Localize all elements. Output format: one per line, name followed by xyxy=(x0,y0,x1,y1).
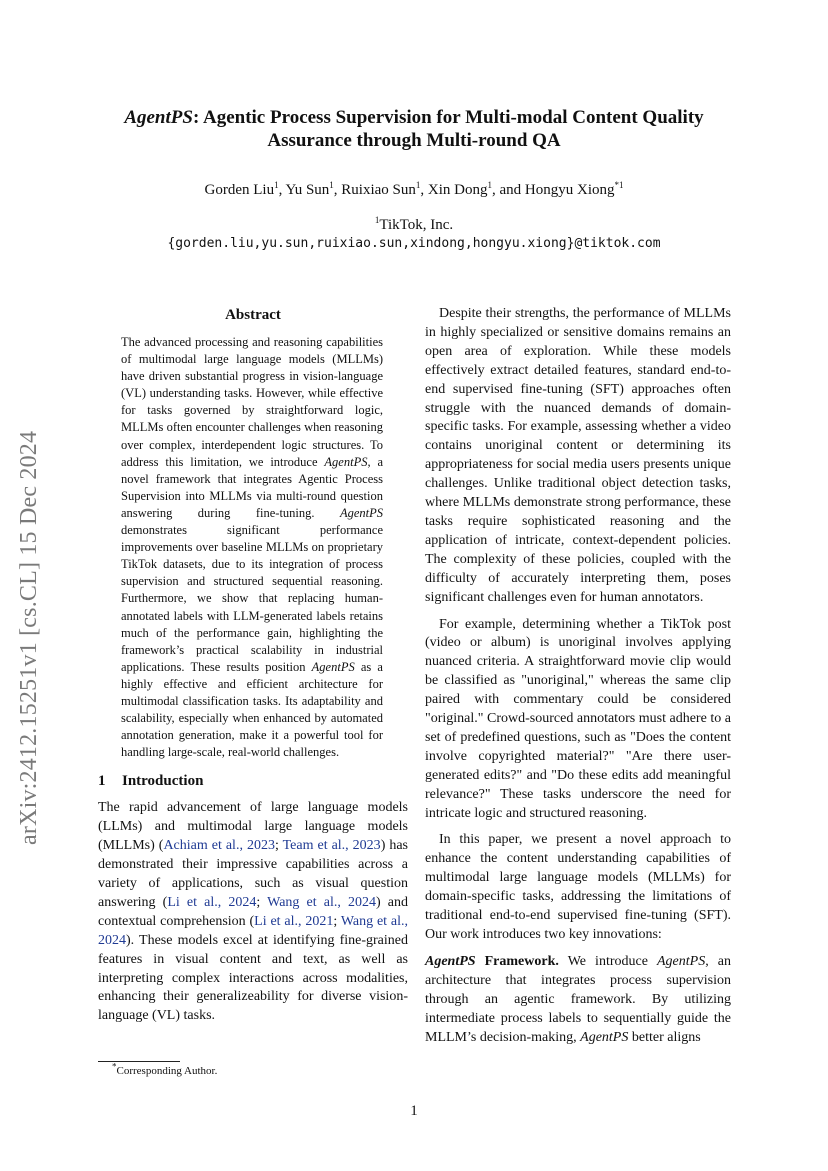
body-text: , an architecture that integrates process supervision through an agentic framework. By utilizing intermediate process labels to sequentially guide the MLLM’s decision-making, xyxy=(425,953,731,1045)
body-text: ) has demonstrated their impressive capabilities across a variety of applications, such as visual question answering ( xyxy=(98,838,409,910)
arxiv-identifier-stamp: arXiv:2412.15251v1 [cs.CL] 15 Dec 2024 xyxy=(16,430,42,845)
abstract-text-part: , a novel framework that integrates Agentic Process Supervision into MLLMs via multi-round question answering during fine-tuning. xyxy=(121,454,383,520)
author-affiliation-mark: 1 xyxy=(329,180,334,190)
section-title: Introduction xyxy=(122,773,204,790)
footnote-mark: * xyxy=(112,1061,117,1072)
author-emails: {gorden.liu,yu.sun,ruixiao.sun,xindong,hongyu.xiong}@tiktok.com xyxy=(167,236,661,251)
body-text: ; xyxy=(274,838,283,854)
author-separator: , xyxy=(420,182,428,198)
body-text: better aligns xyxy=(628,1029,701,1045)
body-paragraph: Despite their strengths, the performance of MLLMs in highly specialized or sensitive domains remains an open area of exploration. While these models effectively extract detailed features, standard end-to-end supervised fine-tuning (SFT) approaches often struggle with the nuanced demands of domain-specific tasks. For example, assessing whether a video contains unoriginal content or determining its appropriateness for social media users presents unique challenges. Unlike traditional object detection tasks, where MLLMs demonstrate strong performance, these tasks require sophisticated reasoning and the application of intricate, context-dependent policies. The complexity of these policies, coupled with the difficulty of accurately interpreting them, poses significant challenges even for human annotators. xyxy=(425,306,731,605)
title-line-1: : Agentic Process Supervision for Multi-modal Content Quality xyxy=(192,107,704,128)
body-text: We introduce xyxy=(558,953,657,969)
abstract-system-name: AgentPS xyxy=(339,505,383,520)
body-paragraph: For example, determining whether a TikTok post (video or album) is unoriginal involves applying nuanced criteria. A straightforward movie clip would be classified as "unoriginal," whereas the same clip paired with commentary could be considered "original." Crowd-sourced annotators must adhere to a set of predefined questions, such as "Does the content involve copyrighted material?" "Are there user-generated edits?" and "Do these edits add meaningful relevance?" These tasks underscore the need for intricate logic and structured reasoning. xyxy=(425,616,731,821)
author-separator: , xyxy=(278,182,286,198)
author-name: Gorden Liu xyxy=(204,182,275,198)
author-separator: , xyxy=(333,182,342,198)
body-text: ). These models excel at identifying fine-grained features in visual content and text, as well as interpreting complex interactions across modalities, enhancing their generalizeability for diverse vision-language (VL) tasks. xyxy=(98,932,408,1024)
abstract-text-part: demonstrates significant performance improvements over baseline MLLMs on proprietary TikTok datasets, due to its integration of process supervision and structured sequential reasoning. Furthermore, we show that replacing human-annotated labels with LLM-generated labels retains much of the performance gain, highlighting the framework’s practical scalability in industrial applications. These results position xyxy=(121,523,383,674)
title-system-name: AgentPS xyxy=(124,107,193,128)
paper-title xyxy=(92,106,736,152)
footnote-divider xyxy=(98,1061,180,1062)
affiliation-mark: 1 xyxy=(374,215,380,225)
abstract-text xyxy=(121,334,383,761)
body-paragraph: In this paper, we present a novel approach to enhance the content understanding capabilities of multimodal large language models (MLLMs) for domain-specific tasks, addressing the limitations of traditional end-to-end supervised fine-tuning (SFT). Our work introduces two key innovations: xyxy=(425,832,731,942)
right-column xyxy=(425,305,731,1055)
author-name: Yu Sun xyxy=(285,182,330,198)
author-affiliation-mark: 1 xyxy=(274,180,279,190)
affiliation xyxy=(92,215,736,235)
section-number: 1 xyxy=(98,773,106,790)
author-list xyxy=(92,180,736,200)
body-text: ; xyxy=(333,913,341,929)
footnote xyxy=(112,1061,218,1078)
abstract-heading: Abstract xyxy=(225,307,281,323)
citation-link[interactable]: Wang et al., 2024 xyxy=(98,913,408,948)
body-system-name: AgentPS xyxy=(656,953,706,969)
paragraph-heading-text: Framework. xyxy=(475,953,559,969)
section-heading-introduction xyxy=(98,771,408,791)
body-system-name: AgentPS xyxy=(580,1029,629,1045)
left-column xyxy=(98,305,408,1026)
intro-paragraph xyxy=(98,799,408,1026)
author-affiliation-mark: 1 xyxy=(487,180,492,190)
author-separator: , and xyxy=(491,182,525,198)
abstract-system-name: AgentPS xyxy=(324,454,368,469)
author-name: Xin Dong xyxy=(427,182,488,198)
author-affiliation-mark: *1 xyxy=(614,180,624,190)
author-affiliation-mark: 1 xyxy=(415,180,421,190)
citation-link[interactable]: Team et al., 2023 xyxy=(282,838,381,854)
citation-link[interactable]: Wang et al., 2024 xyxy=(267,894,376,910)
citation-link[interactable]: Li et al., 2021 xyxy=(254,913,334,929)
body-text: ; xyxy=(256,894,268,910)
body-paragraph xyxy=(425,953,731,1048)
abstract-text-part: The advanced processing and reasoning capabilities of multimodal large language models (MLLMs) have driven substantial progress in vision-language (VL) understanding tasks. However, while effective for tasks governed by straightforward logic, MLLMs often encounter challenges when reasoning over complex, interdependent logic structures. To address this limitation, we introduce xyxy=(121,335,383,469)
author-name: Ruixiao Sun xyxy=(341,182,416,198)
paragraph-heading-system-name: AgentPS xyxy=(425,953,476,969)
citation-link[interactable]: Li et al., 2024 xyxy=(167,894,257,910)
footnote-text: Corresponding Author. xyxy=(116,1065,218,1077)
citation-link[interactable]: Achiam et al., 2023 xyxy=(163,838,275,854)
author-name: Hongyu Xiong xyxy=(524,182,615,198)
page-number: 1 xyxy=(410,1103,418,1119)
body-text: The rapid advancement of large language models (LLMs) and multimodal large language models (MLLMs) ( xyxy=(98,800,408,854)
abstract-text-part: as a highly effective and efficient architecture for multimodal classification tasks. Its adaptability and scalability, especially when enhanced by automated annotation generation, make it a powerful tool for handling large-scale, real-world challenges. xyxy=(121,659,383,760)
title-line-2: Assurance through Multi-round QA xyxy=(267,130,561,151)
affiliation-name: TikTok, Inc. xyxy=(379,217,454,233)
body-text: ) and contextual comprehension ( xyxy=(98,894,408,929)
abstract-system-name: AgentPS xyxy=(311,659,355,674)
paragraph-heading xyxy=(425,954,559,969)
